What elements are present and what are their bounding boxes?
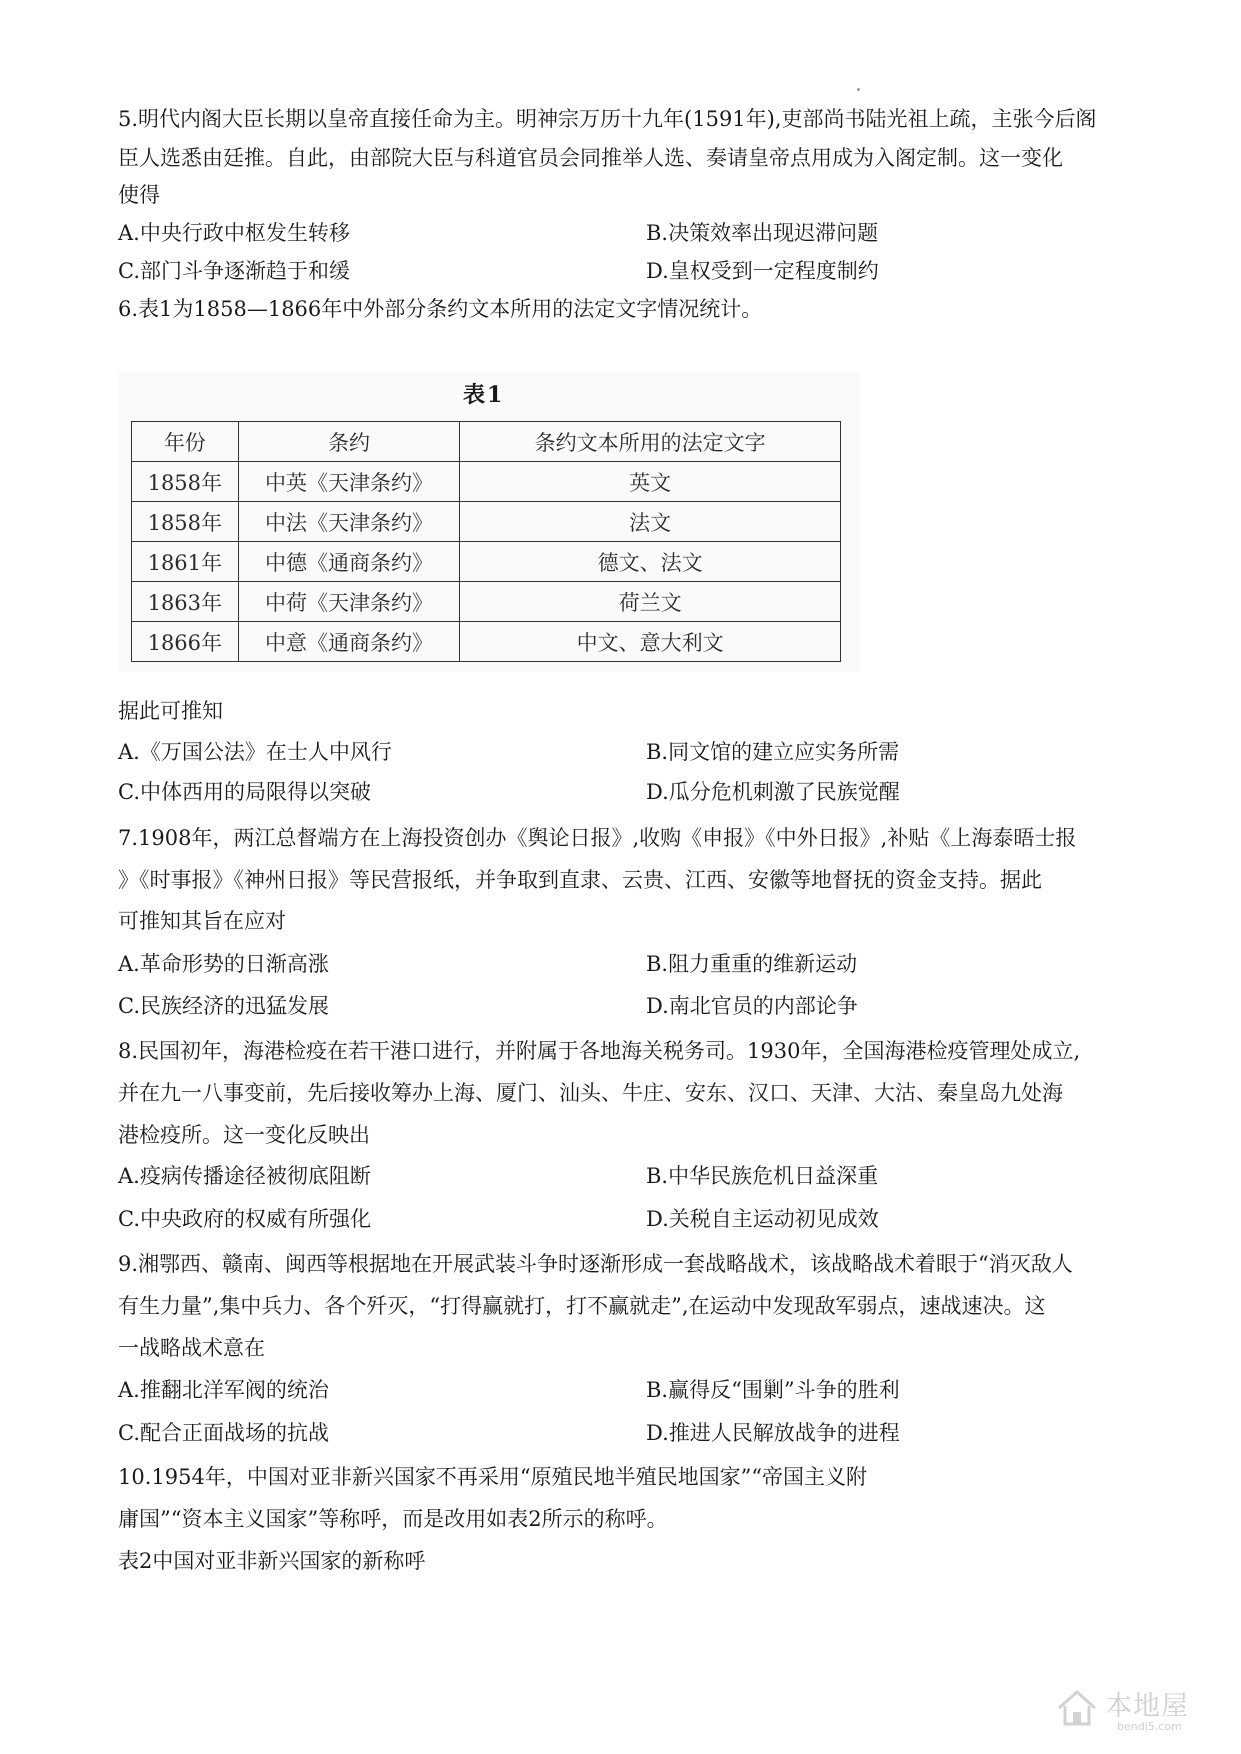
q9-option-c: C.配合正面战场的抗战 — [118, 1421, 329, 1445]
table-cell-year: 1866年 — [132, 622, 239, 662]
q8-stem-line-2: 并在九一八事变前，先后接收筹办上海、厦门、汕头、牛庄、安东、汉口、天津、大沽、秦皇岛九处海 — [118, 1081, 1063, 1105]
q5-stem-line-1: 5.明代内阁大臣长期以皇帝直接任命为主。明神宗万历十九年(1591年),吏部尚书陆光祖上疏，主张今后阁 — [118, 107, 1097, 131]
table-cell-year: 1861年 — [132, 542, 239, 582]
q6-option-a: A.《万国公法》在士人中风行 — [118, 740, 392, 764]
table-cell-language: 德文、法文 — [460, 542, 841, 582]
table-header-treaty: 条约 — [238, 422, 460, 462]
q5-option-c: C.部门斗争逐渐趋于和缓 — [118, 259, 350, 283]
q5-option-d: D.皇权受到一定程度制约 — [646, 259, 879, 283]
q5-option-a: A.中央行政中枢发生转移 — [118, 221, 350, 245]
q5-stem-line-2: 臣人选悉由廷推。自此，由部院大臣与科道官员会同推举人选、奏请皇帝点用成为入阁定制。这一变化 — [118, 146, 1063, 170]
table-row — [132, 542, 841, 582]
table-cell-treaty: 中意《通商条约》 — [238, 622, 460, 662]
q8-stem-line-1: 8.民国初年，海港检疫在若干港口进行，并附属于各地海关税务司。1930年，全国海港检疫管理处成立, — [118, 1039, 1081, 1063]
table-row — [132, 462, 841, 502]
q6-option-c: C.中体西用的局限得以突破 — [118, 780, 371, 804]
q8-option-d: D.关税自主运动初见成效 — [646, 1207, 879, 1231]
q7-option-d: D.南北官员的内部论争 — [646, 994, 858, 1018]
q9-stem-line-2: 有生力量”,集中兵力、各个歼灭，“打得赢就打，打不赢就走”,在运动中发现敌军弱点，速战速决。这 — [118, 1294, 1046, 1318]
table-row — [132, 582, 841, 622]
q6-option-d: D.瓜分危机刺激了民族觉醒 — [646, 780, 900, 804]
q9-option-b: B.赢得反“围剿”斗争的胜利 — [646, 1378, 900, 1402]
watermark-url: bendi5.com — [1117, 1720, 1182, 1733]
house-icon — [1055, 1686, 1099, 1730]
q9-stem-line-1: 9.湘鄂西、赣南、闽西等根据地在开展武装斗争时逐渐形成一套战略战术，该战略战术着眼于“消灭敌人 — [118, 1252, 1073, 1276]
q7-stem-line-2: 》《时事报》《神州日报》等民营报纸，并争取到直隶、云贵、江西、安徽等地督抚的资金支持。据此 — [118, 868, 1042, 892]
watermark-title: 本地屋 — [1105, 1691, 1189, 1722]
table-cell-language: 英文 — [460, 462, 841, 502]
q7-stem-line-3: 可推知其旨在应对 — [118, 909, 286, 933]
q8-option-c: C.中央政府的权威有所强化 — [118, 1207, 371, 1231]
table-cell-treaty: 中荷《天津条约》 — [238, 582, 460, 622]
table-cell-year: 1858年 — [132, 502, 239, 542]
q8-option-b: B.中华民族危机日益深重 — [646, 1164, 879, 1188]
q10-stem-line-1: 10.1954年，中国对亚非新兴国家不再采用“原殖民地半殖民地国家”“帝国主义附 — [118, 1465, 868, 1489]
q10-stem-line-2: 庸国”“资本主义国家”等称呼，而是改用如表2所示的称呼。 — [118, 1507, 668, 1531]
q6-follow: 据此可推知 — [118, 699, 223, 723]
q6-stem: 6.表1为1858—1866年中外部分条约文本所用的法定文字情况统计。 — [118, 297, 763, 321]
q6-option-b: B.同文馆的建立应实务所需 — [646, 740, 900, 764]
table-cell-treaty: 中德《通商条约》 — [238, 542, 460, 582]
table-header-year: 年份 — [132, 422, 239, 462]
table-cell-treaty: 中英《天津条约》 — [238, 462, 460, 502]
table-1-caption: 表1 — [463, 382, 505, 408]
table-cell-language: 中文、意大利文 — [460, 622, 841, 662]
table-cell-treaty: 中法《天津条约》 — [238, 502, 460, 542]
q7-option-c: C.民族经济的迅猛发展 — [118, 994, 329, 1018]
q9-option-d: D.推进人民解放战争的进程 — [646, 1421, 900, 1445]
q7-option-a: A.革命形势的日渐高涨 — [118, 952, 329, 976]
q9-stem-line-3: 一战略战术意在 — [118, 1336, 265, 1360]
site-watermark — [1055, 1682, 1225, 1742]
table-cell-year: 1858年 — [132, 462, 239, 502]
scan-speck — [857, 88, 860, 91]
q5-option-b: B.决策效率出现迟滞问题 — [646, 221, 879, 245]
table-cell-language: 法文 — [460, 502, 841, 542]
q5-stem-line-3: 使得 — [118, 183, 160, 207]
table-cell-year: 1863年 — [132, 582, 239, 622]
table-row — [132, 502, 841, 542]
q7-option-b: B.阻力重重的维新运动 — [646, 952, 858, 976]
q9-option-a: A.推翻北洋军阀的统治 — [118, 1378, 329, 1402]
q8-option-a: A.疫病传播途径被彻底阻断 — [118, 1164, 371, 1188]
q7-stem-line-1: 7.1908年，两江总督端方在上海投资创办《舆论日报》,收购《申报》《中外日报》,补贴《上海泰晤士报 — [118, 826, 1077, 850]
q8-stem-line-3: 港检疫所。这一变化反映出 — [118, 1123, 370, 1147]
table-cell-language: 荷兰文 — [460, 582, 841, 622]
table-row — [132, 622, 841, 662]
table-header-language: 条约文本所用的法定文字 — [460, 422, 841, 462]
table-header-row — [132, 422, 841, 462]
table-1 — [131, 421, 841, 662]
q10-table-2-title: 表2中国对亚非新兴国家的新称呼 — [118, 1549, 426, 1573]
